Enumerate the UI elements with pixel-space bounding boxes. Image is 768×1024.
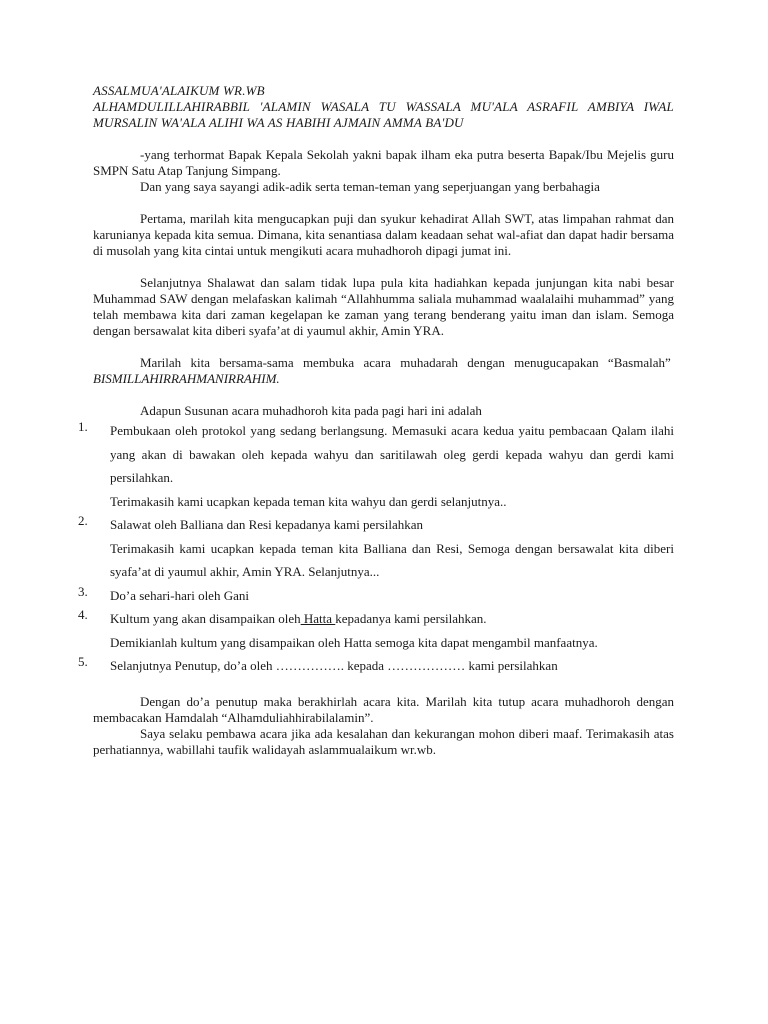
agenda-text: Selanjutnya Penutup, do’a oleh ……………. kepada ……………… kami persilahkan (110, 658, 558, 673)
agenda-item (78, 513, 674, 584)
greeting-paragraph: -yang terhormat Bapak Kepala Sekolah yakni bapak ilham eka putra beserta Bapak/Ibu Mejelis guru SMPN Satu Atap Tanjung Simpang. (93, 147, 674, 178)
agenda-item (78, 607, 674, 654)
agenda-followup: Terimakasih kami ucapkan kepada teman kita wahyu dan gerdi selanjutnya.. (110, 493, 507, 509)
agenda-text: Do’a sehari-hari oleh Gani (110, 587, 249, 603)
agenda-item (78, 419, 674, 513)
opening-salutation (93, 83, 674, 131)
basmalah-paragraph (93, 355, 674, 387)
speaker-name: Hatta (300, 611, 336, 626)
agenda-list (78, 419, 674, 678)
shalawat-paragraph: Selanjutnya Shalawat dan salam tidak lupa pula kita hadiahkan kepada junjungan kita nabi besar Muhammad SAW dengan melafaskan kalimah “Allahhumma saliala muhammad waalalaihi muhammad” yang telah membawa kita dari zaman kegelapan ke zaman yang terang benderang yaitu iman dan islam. Semoga dengan bersawalat kita diberi syafa’at di yaumul akhir, Amin YRA. (93, 275, 674, 338)
hamdalah-line: ALHAMDULILLAHIRABBIL 'ALAMIN WASALA TU WASSALA MU'ALA ASRAFIL AMBIYA IWAL MURSALIN WA'ALA ALIHI WA AS HABIHI AJMAIN AMMA BA'DU (93, 99, 674, 130)
document-body (78, 83, 674, 758)
basmalah-italic: BISMILLAHIRRAHMANIRRAHIM. (93, 371, 280, 386)
gratitude-paragraph: Pertama, marilah kita mengucapkan puji dan syukur kehadirat Allah SWT, atas limpahan rahmat dan karunianya kepada kita semua. Dimana, kita senantiasa dalam keadaan sehat wal-afiat dan dapat hadir bersama di musolah yang kita cintai untuk mengikuti acara muhadhoroh dipagi jumat ini. (93, 211, 674, 258)
agenda-number: 5. (78, 654, 88, 669)
agenda-text: Pembukaan oleh protokol yang sedang berlangsung. Memasuki acara kedua yaitu pembacaan Qalam ilahi yang akan di bawakan oleh kepada wahyu dan saritilawah oleg gerdi kepada wahyu dan gerdi kami persilahkan. (110, 423, 674, 485)
salutation-line: ASSALMUA'ALAIKUM WR.WB (93, 83, 265, 98)
agenda-number: 2. (78, 513, 88, 528)
agenda-item (78, 654, 674, 678)
agenda-text (110, 607, 674, 631)
agenda-followup: Demikianlah kultum yang disampaikan oleh Hatta semoga kita dapat mengambil manfaatnya. (110, 634, 598, 650)
agenda-text: Salawat oleh Balliana dan Resi kepadanya kami persilahkan (110, 517, 423, 532)
basmalah-text: Marilah kita bersama-sama membuka acara muhadarah dengan menugucapakan “Basmalah” (140, 355, 671, 370)
agenda-number: 1. (78, 419, 88, 434)
farewell-paragraph: Saya selaku pembawa acara jika ada kesalahan dan kekurangan mohon diberi maaf. Terimakasih atas perhatiannya, wabillahi taufik walidayah aslammualaikum wr.wb. (93, 725, 674, 757)
closing-paragraph: Dengan do’a penutup maka berakhirlah acara kita. Marilah kita tutup acara muhadhoroh dengan membacakan Hamdalah “Alhamduliahhirabilalamin”. (93, 693, 674, 725)
agenda-intro: Adapun Susunan acara muhadhoroh kita pada pagi hari ini adalah (140, 403, 482, 418)
greeting-paragraph-2: Dan yang saya sayangi adik-adik serta teman-teman yang seperjuangan yang berbahagia (140, 179, 600, 194)
agenda-followup: Terimakasih kami ucapkan kepada teman kita Balliana dan Resi, Semoga dengan bersawalat kita diberi syafa’at di yaumul akhir, Amin YRA. Selanjutnya... (110, 540, 674, 579)
agenda-text-before: Kultum yang akan disampaikan oleh (110, 611, 301, 626)
agenda-number: 4. (78, 607, 88, 622)
agenda-text-after: kepadanya kami persilahkan. (335, 611, 487, 626)
agenda-number: 3. (78, 583, 88, 599)
agenda-item (78, 583, 674, 608)
